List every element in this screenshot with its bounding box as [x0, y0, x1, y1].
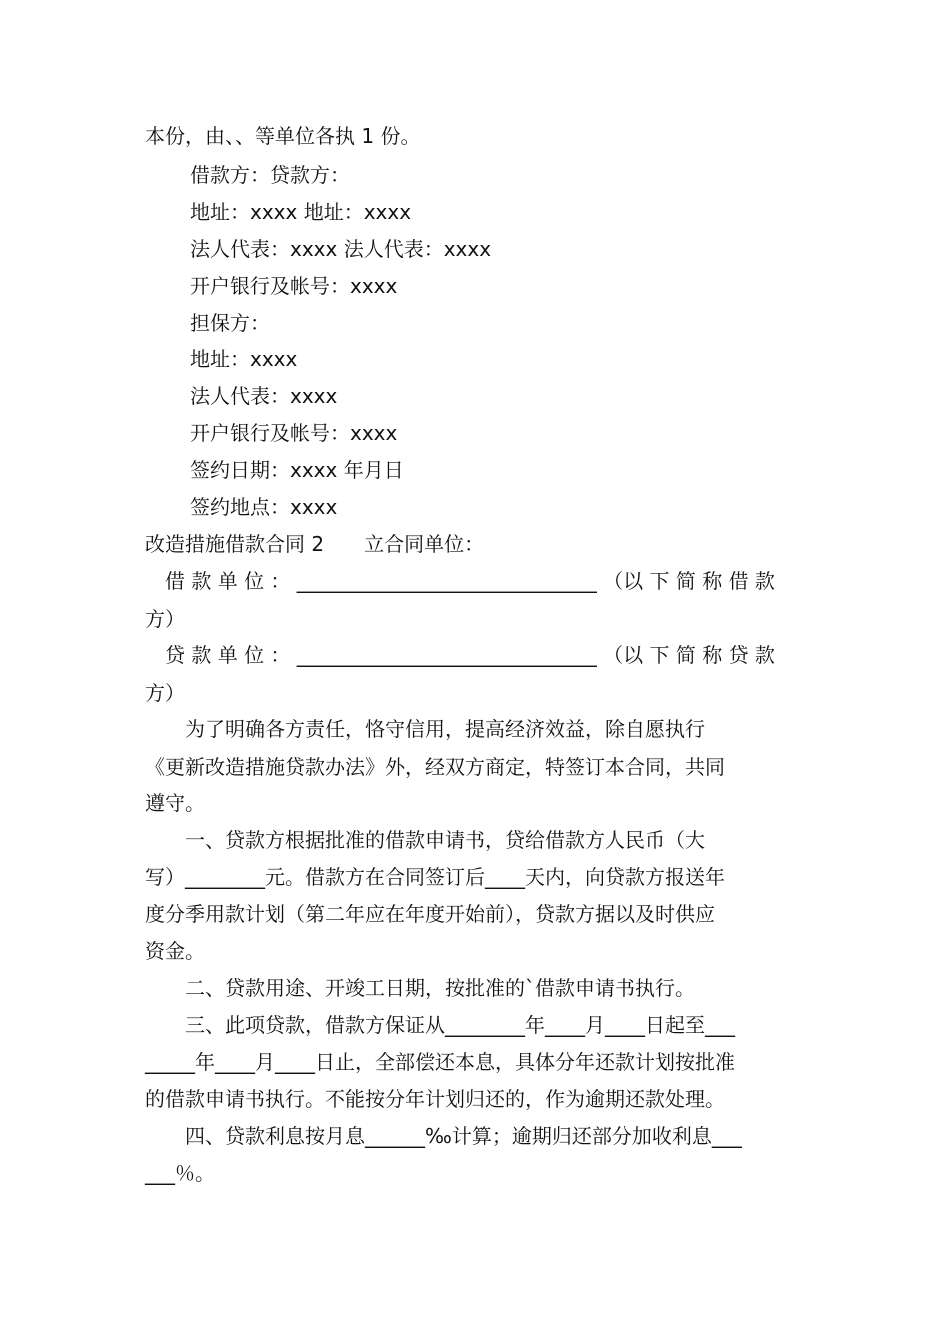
- lender-unit-line: 贷 款 单 位 ： ______________________________ （以 下 简 称 贷 款: [145, 643, 775, 667]
- intro-paragraph-line: 遵守。: [145, 791, 205, 815]
- clause3-line: 的借款申请书执行。不能按分年计划归还的，作为逾期还款处理。: [145, 1087, 725, 1111]
- clause3-line: _____年____月____日止，全部偿还本息，具体分年还款计划按批准: [145, 1050, 735, 1074]
- guarantor-line: 担保方：: [190, 311, 270, 335]
- clause1-line: 写）________元。借款方在合同签订后____天内，向贷款方报送年: [145, 865, 725, 889]
- signatory-address-line: 地址：xxxx 地址：xxxx: [190, 200, 412, 224]
- contract2-heading: 改造措施借款合同 2 立合同单位：: [145, 532, 485, 556]
- clause4-line: ___％。: [145, 1161, 215, 1185]
- signatory-bank-line: 开户银行及帐号：xxxx: [190, 274, 398, 298]
- intro-paragraph-line: 《更新改造措施贷款办法》外，经双方商定，特签订本合同，共同: [145, 755, 725, 779]
- borrower-unit-line: 借 款 单 位 ： ______________________________ （以 下 简 称 借 款: [145, 569, 775, 593]
- guarantor-address-line: 地址：xxxx: [190, 347, 298, 371]
- signatory-legal-rep-line: 法人代表：xxxx 法人代表：xxxx: [190, 237, 492, 261]
- intro-paragraph-line: 为了明确各方责任，恪守信用，提高经济效益，除自愿执行: [145, 717, 705, 741]
- clause3-line: 三、此项贷款，借款方保证从________年____月____日起至___: [145, 1013, 735, 1037]
- clause2-line: 二、贷款用途、开竣工日期，按批准的`借款申请书执行。: [145, 976, 695, 1000]
- signing-date-line: 签约日期：xxxx 年月日: [190, 458, 404, 482]
- clause1-line: 度分季用款计划（第二年应在年度开始前），贷款方据以及时供应: [145, 902, 715, 926]
- clause1-line: 资金。: [145, 939, 205, 963]
- signing-place-line: 签约地点：xxxx: [190, 495, 338, 519]
- clause4-line: 四、贷款利息按月息______‰计算；逾期归还部分加收利息___: [145, 1124, 742, 1148]
- guarantor-bank-line: 开户银行及帐号：xxxx: [190, 421, 398, 445]
- borrower-unit-line-cont: 方）: [145, 607, 185, 631]
- lender-unit-line-cont: 方）: [145, 681, 185, 705]
- signatory-parties-line: 借款方：贷款方：: [190, 163, 350, 187]
- clause1-line: 一、贷款方根据批准的借款申请书，贷给借款方人民币（大: [145, 828, 705, 852]
- guarantor-legal-rep-line: 法人代表：xxxx: [190, 384, 338, 408]
- opening-line: 本份，由、、等单位各执 1 份。: [145, 124, 421, 148]
